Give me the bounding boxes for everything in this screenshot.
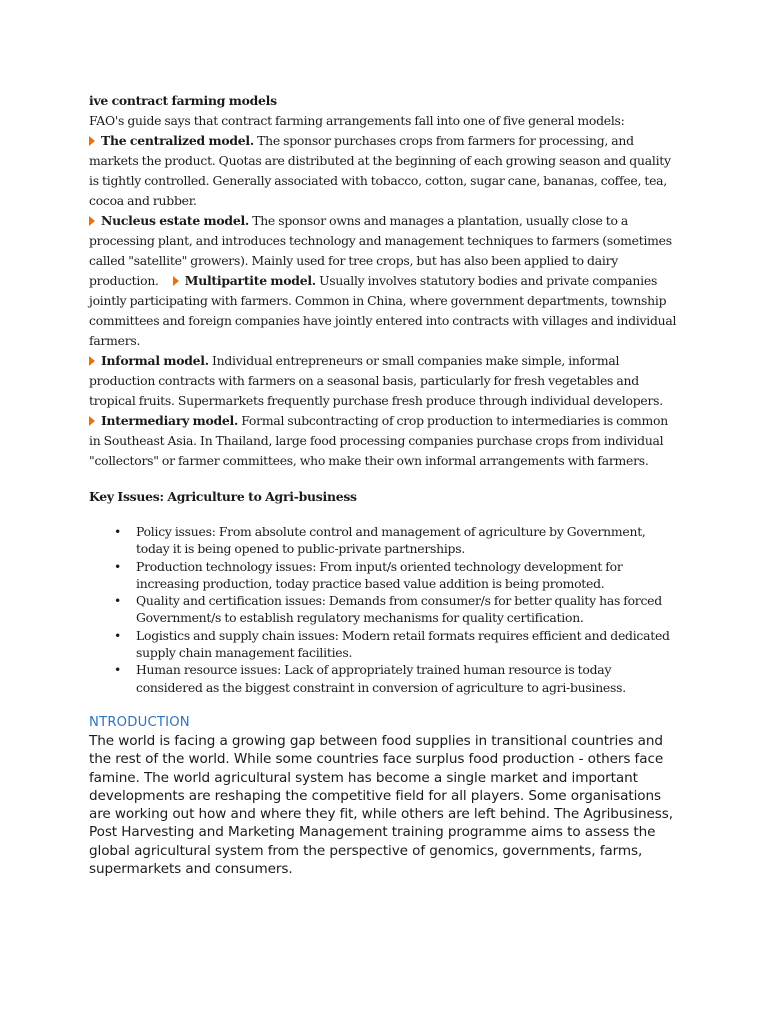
bullet-icon: •: [114, 524, 122, 539]
model-intermediary: [89, 411, 679, 471]
list-item: • Policy issues: From absolute control and management of agriculture by Government, today it is being opened to public-private partnerships.: [114, 524, 646, 557]
document-page: [89, 91, 679, 878]
model-name: Informal model.: [101, 353, 209, 368]
model-text: Formal subcontracting of crop production to intermediaries is common in Southeast Asia. In Thailand, large food processing companies purchase crops from individual "collectors" or farmer committees, who make their own informal arrangements with farmers.: [89, 413, 668, 468]
model-name: Intermediary model.: [101, 413, 239, 428]
orange-arrow-icon: [173, 276, 179, 286]
bullet-icon: •: [114, 558, 122, 574]
orange-arrow-icon: [89, 216, 95, 226]
section-title: ive contract farming models: [89, 93, 277, 108]
orange-arrow-icon: [89, 416, 95, 426]
list-item: • Logistics and supply chain issues: Modern retail formats requires efficient and dedicated supply chain management facilities.: [114, 627, 670, 661]
model-name: The centralized model.: [101, 133, 254, 148]
key-issues-title: Key Issues: Agriculture to Agri-business: [89, 489, 357, 504]
introduction-body: The world is facing a growing gap between food supplies in transitional countries and the rest of the world. While some countries face surplus food production - others face famine. The world agricultural system has become a single market and important developments are reshaping the competitive field for all players. Some organisations are working out how and where they fit, while others are left behind. The Agribusiness, Post Harvesting and Marketing Management training programme aims to assess the global agricultural system from the perspective of genomics, governments, farms, supermarkets and consumers.: [89, 732, 673, 878]
model-informal: [89, 351, 679, 411]
contract-farming-section: [89, 91, 679, 507]
orange-arrow-icon: [89, 136, 95, 146]
key-issues-list: [89, 523, 679, 696]
introduction-heading: NTRODUCTION: [89, 714, 190, 730]
model-name: Nucleus estate model.: [101, 213, 249, 228]
models-intro: FAO's guide says that contract farming arrangements fall into one of five general models:: [89, 113, 625, 128]
bullet-icon: •: [114, 662, 122, 678]
model-text: Usually involves statutory bodies and private companies jointly participating with farmers. Common in China, where government departments, township committees and foreign companies have jointly entered into contracts with villages and individual farmers.: [89, 273, 677, 348]
model-text: Individual entrepreneurs or small companies make simple, informal production contracts with farmers on a seasonal basis, particularly for fresh vegetables and tropical fruits. Supermarkets frequently purchase fresh produce through individual developers.: [89, 353, 663, 408]
list-item: • Production technology issues: From input/s oriented technology development for increasing production, today practice based value addition is being promoted.: [114, 558, 623, 591]
model-nucleus: [89, 211, 679, 351]
model-text: The sponsor purchases crops from farmers for processing, and markets the product. Quotas are distributed at the beginning of each growing season and quality is tightly controlled. Generally associated with tobacco, cotton, sugar cane, bananas, coffee, tea, cocoa and rubber.: [89, 133, 671, 208]
model-centralized: [89, 131, 679, 211]
model-name: Multipartite model.: [184, 273, 316, 288]
list-item: • Quality and certification issues: Demands from consumer/s for better quality has forced Government/s to establish regulatory mechanisms for quality certification.: [114, 593, 662, 626]
list-item: • Human resource issues: Lack of appropriately trained human resource is today considered as the biggest constraint in conversion of agriculture to agri-business.: [114, 662, 626, 695]
model-text: The sponsor owns and manages a plantation, usually close to a processing plant, and introduces technology and management techniques to farmers (sometimes called "satellite" growers). Mainly used for tree crops, but has also been applied to dairy production.: [89, 213, 672, 288]
orange-arrow-icon: [89, 356, 95, 366]
bullet-icon: •: [114, 627, 122, 643]
bullet-icon: •: [114, 593, 122, 609]
